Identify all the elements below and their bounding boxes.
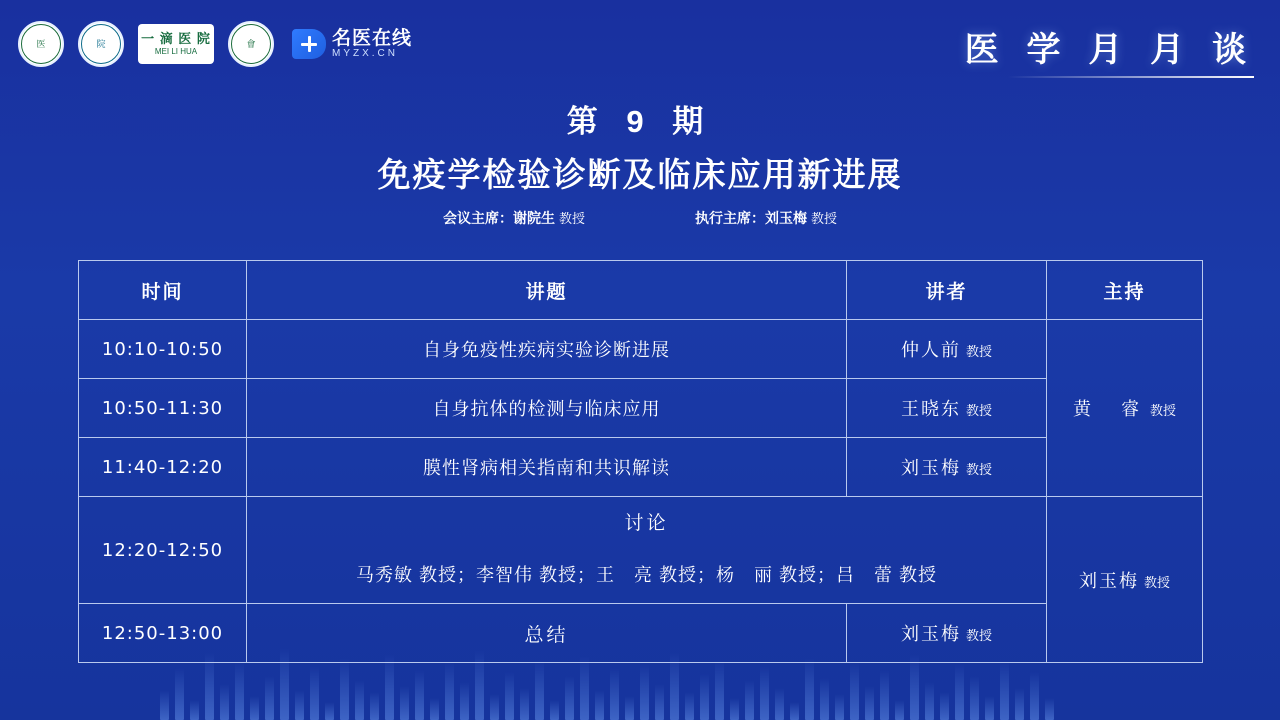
logo-hospital-2-icon [78, 21, 124, 67]
host-group-2 [1047, 497, 1203, 663]
table-row [79, 320, 1203, 379]
issue-number: 第 9 期 [566, 104, 714, 139]
schedule-table [78, 260, 1203, 663]
summary-heading: 总结 [247, 604, 847, 663]
myzx-domain: MYZX.CN [332, 47, 398, 59]
row-1-speaker-title: 教授 [965, 344, 992, 359]
row-3-topic: 膜性肾病相关指南和共识解读 [247, 438, 847, 497]
column-header-host: 主持 [1047, 261, 1203, 320]
row-1-time: 10:10-10:50 [79, 320, 247, 379]
table-row-discussion [79, 497, 1203, 604]
table-header-row [79, 261, 1203, 320]
chair-meeting-label: 会议主席： [442, 210, 513, 226]
row-3-time: 11:40-12:20 [79, 438, 247, 497]
chair-executive-label: 执行主席： [695, 210, 765, 226]
chair-meeting-title: 教授 [558, 211, 585, 226]
chair-executive [695, 208, 837, 228]
row-3-speaker-name: 刘玉梅 [900, 458, 961, 478]
row-2-speaker-title: 教授 [965, 403, 992, 418]
logo-hospital-4-text: 會 [231, 24, 271, 64]
summary-time: 12:50-13:00 [79, 604, 247, 663]
table-row-summary [79, 604, 1203, 663]
row-1-speaker-name: 仲人前 [900, 340, 961, 360]
row-1-topic: 自身免疫性疾病实验诊断进展 [247, 320, 847, 379]
discussion-heading: 讨论 [624, 512, 669, 534]
column-header-speaker: 讲者 [847, 261, 1047, 320]
logo-mingyizaixian [292, 29, 412, 59]
row-2-topic: 自身抗体的检测与临床应用 [247, 379, 847, 438]
column-header-time: 时间 [79, 261, 247, 320]
logo-hospital-4-icon [228, 21, 274, 67]
row-1-speaker [847, 320, 1047, 379]
partner-logo-bar [18, 16, 412, 72]
table-row [79, 438, 1203, 497]
column-header-topic: 讲题 [247, 261, 847, 320]
medical-cross-icon [292, 29, 326, 59]
logo-hospital-2-text: 院 [81, 24, 121, 64]
logo-yixi-hospital-line2: MEI LI HUA [154, 46, 198, 56]
summary-speaker-title: 教授 [965, 628, 992, 643]
table-row [79, 379, 1203, 438]
discussion-participants: 马秀敏 教授；李智伟 教授；王 亮 教授；杨 丽 教授；吕 蕾 教授 [355, 565, 937, 585]
host-group-1 [1047, 320, 1203, 497]
summary-speaker [847, 604, 1047, 663]
discussion-cell [247, 497, 1047, 604]
host-2-name: 刘玉梅 [1078, 570, 1139, 591]
discussion-time: 12:20-12:50 [79, 497, 247, 604]
row-3-speaker [847, 438, 1047, 497]
host-2-title: 教授 [1143, 574, 1170, 590]
row-3-speaker-title: 教授 [965, 462, 992, 477]
row-2-time: 10:50-11:30 [79, 379, 247, 438]
logo-yixi-hospital-icon [138, 24, 214, 64]
logo-hospital-1-text: 医 [21, 24, 61, 64]
logo-hospital-1-icon [18, 21, 64, 67]
row-2-speaker-name: 王晓东 [900, 399, 961, 419]
logo-yixi-hospital-line1: 一 滴 医 院 [141, 30, 211, 46]
host-1-title: 教授 [1149, 403, 1176, 418]
summary-speaker-name: 刘玉梅 [900, 624, 961, 644]
chair-meeting [443, 208, 585, 228]
brand-underline-divider [1008, 76, 1254, 78]
title-block [0, 96, 1280, 196]
chair-meeting-name: 谢院生 [512, 210, 555, 226]
myzx-name: 名医在线 [332, 27, 413, 49]
chairs-row [0, 208, 1280, 228]
program-brand-title: 医 学 月 月 谈 [964, 30, 1254, 70]
host-1-name: 黄 睿 [1072, 399, 1145, 419]
chair-executive-title: 教授 [811, 211, 838, 226]
chair-executive-name: 刘玉梅 [765, 210, 807, 226]
page-title: 免疫学检验诊断及临床应用新进展 [377, 156, 903, 193]
row-2-speaker [847, 379, 1047, 438]
